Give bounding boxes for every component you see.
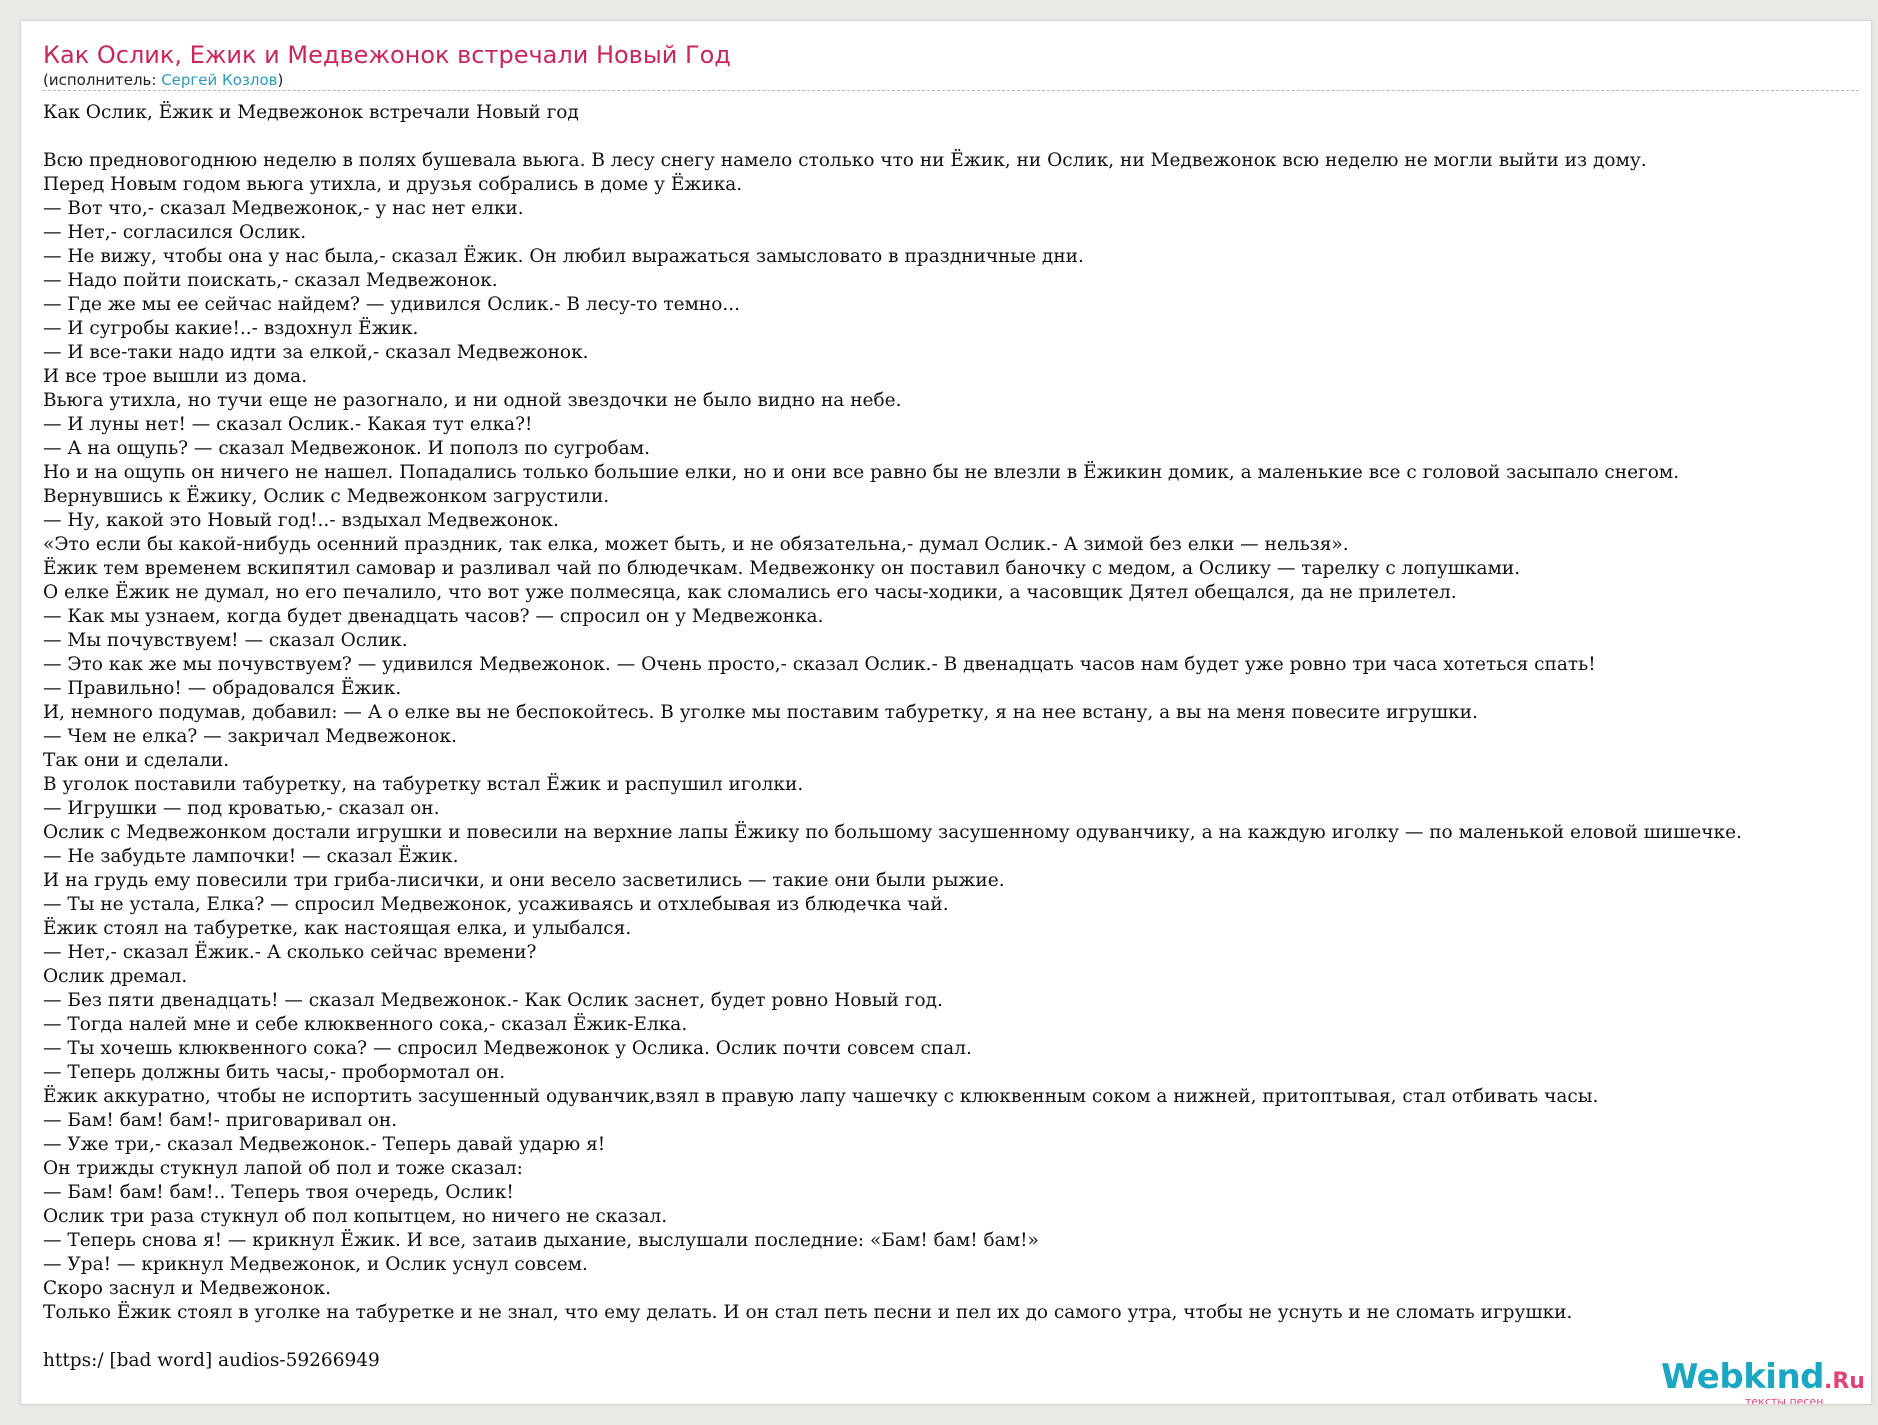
lyric-line: — Правильно! — обрадовался Ёжик. <box>43 678 402 699</box>
lyric-line: — Мы почувствуем! — сказал Ослик. <box>43 630 408 651</box>
logo-tagline: тексты песен <box>1745 1395 1824 1405</box>
lyric-line: — Нет,- сказал Ёжик.- А сколько сейчас времени? <box>43 942 537 963</box>
logo-domain: .Ru <box>1824 1369 1865 1394</box>
lyric-line: И все трое вышли из дома. <box>43 366 308 387</box>
performer-prefix: (исполнитель: <box>43 71 162 89</box>
lyric-line: Ослик с Медвежонком достали игрушки и повесили на верхние лапы Ёжику по большому засушенному одуванчику, а на каждую иголку — по маленькой еловой шишечке. <box>43 822 1742 843</box>
lyric-line: — Не забудьте лампочки! — сказал Ёжик. <box>43 846 459 867</box>
lyric-line: — Теперь снова я! — крикнул Ёжик. И все, затаив дыхание, выслушали последние: «Бам! бам! бам!» <box>43 1230 1039 1251</box>
lyric-line: — Надо пойти поискать,- сказал Медвежонок. <box>43 270 498 291</box>
lyric-line: — Ну, какой это Новый год!..- вздыхал Медвежонок. <box>43 510 559 531</box>
lyric-line: https:/ [bad word] audios-59266949 <box>43 1350 380 1371</box>
lyric-line: Перед Новым годом вьюга утихла, и друзья собрались в доме у Ёжика. <box>43 174 743 195</box>
lyrics-text <box>43 101 1871 1373</box>
lyric-line: Ёжик тем временем вскипятил самовар и разливал чай по блюдечкам. Медвежонку он поставил баночку с медом, а Ослику — тарелку с лопушками. <box>43 558 1521 579</box>
performer-line <box>43 71 283 89</box>
lyric-line: Вьюга утихла, но тучи еще не разогнало, и ни одной звездочки не было видно на небе. <box>43 390 902 411</box>
lyric-line: Как Ослик, Ёжик и Медвежонок встречали Новый год <box>43 102 579 123</box>
lyric-line: О елке Ёжик не думал, но его печалило, что вот уже полмесяца, как сломались его часы-ходики, а часовщик Дятел обещался, да не прилетел. <box>43 582 1457 603</box>
performer-link[interactable]: Сергей Козлов <box>161 71 278 89</box>
logo-wordmark: Webkind <box>1661 1357 1824 1397</box>
lyric-line: — Не вижу, чтобы она у нас была,- сказал Ёжик. Он любил выражаться замысловато в праздничные дни. <box>43 246 1084 267</box>
lyric-line: — Нет,- согласился Ослик. <box>43 222 307 243</box>
performer-suffix: ) <box>277 71 284 89</box>
lyric-line: — Тогда налей мне и себе клюквенного сока,- сказал Ёжик-Елка. <box>43 1014 688 1035</box>
lyric-line: — Бам! бам! бам!- приговаривал он. <box>43 1110 398 1131</box>
lyric-line: — Ты не устала, Елка? — спросил Медвежонок, усаживаясь и отхлебывая из блюдечка чай. <box>43 894 949 915</box>
lyric-line: И на грудь ему повесили три гриба-лисички, и они весело засветились — такие они были рыжие. <box>43 870 1005 891</box>
page-container <box>20 20 1872 1405</box>
lyric-line: — А на ощупь? — сказал Медвежонок. И пополз по сугробам. <box>43 438 650 459</box>
lyric-line: Он трижды стукнул лапой об пол и тоже сказал: <box>43 1158 523 1179</box>
lyric-line: Ёжик стоял на табуретке, как настоящая елка, и улыбался. <box>43 918 632 939</box>
lyric-line: — И все-таки надо идти за елкой,- сказал Медвежонок. <box>43 342 589 363</box>
lyric-line: Только Ёжик стоял в уголке на табуретке и не знал, что ему делать. И он стал петь песни и пел их до самого утра, чтобы не уснуть и не сломать игрушки. <box>43 1302 1573 1323</box>
lyric-line: Ослик дремал. <box>43 966 188 987</box>
lyric-line: — Бам! бам! бам!.. Теперь твоя очередь, Ослик! <box>43 1182 514 1203</box>
lyric-line: — Теперь должны бить часы,- пробормотал он. <box>43 1062 506 1083</box>
page-title: Как Ослик, Ежик и Медвежонок встречали Новый Год <box>43 41 731 69</box>
lyric-line: — И луны нет! — сказал Ослик.- Какая тут елка?! <box>43 414 533 435</box>
lyric-line: — Как мы узнаем, когда будет двенадцать часов? — спросил он у Медвежонка. <box>43 606 824 627</box>
lyric-line: Всю предновогоднюю неделю в полях бушевала вьюга. В лесу снегу намело столько что ни Ёжик, ни Ослик, ни Медвежонок всю неделю не могли выйти из дому. <box>43 150 1647 171</box>
lyric-line: — Вот что,- сказал Медвежонок,- у нас нет елки. <box>43 198 524 219</box>
lyric-line: Ослик три раза стукнул об пол копытцем, но ничего не сказал. <box>43 1206 668 1227</box>
lyric-line: — Чем не елка? — закричал Медвежонок. <box>43 726 457 747</box>
blank-line <box>43 125 1871 149</box>
lyric-line: — И сугробы какие!..- вздохнул Ёжик. <box>43 318 419 339</box>
lyric-line: Ёжик аккуратно, чтобы не испортить засушенный одуванчик,взял в правую лапу чашечку с клюквенным соком а нижней, притоптывая, стал отбивать часы. <box>43 1086 1599 1107</box>
lyric-line: И, немного подумав, добавил: — А о елке вы не беспокойтесь. В уголке мы поставим табуретку, я на нее встану, а вы на меня повесите игрушки. <box>43 702 1478 723</box>
lyric-line: Так они и сделали. <box>43 750 230 771</box>
lyric-line: Вернувшись к Ёжику, Ослик с Медвежонком загрустили. <box>43 486 610 507</box>
lyric-line: — Где же мы ее сейчас найдем? — удивился Ослик.- В лесу-то темно... <box>43 294 741 315</box>
lyric-line: — Игрушки — под кроватью,- сказал он. <box>43 798 440 819</box>
lyric-line: — Это как же мы почувствуем? — удивился Медвежонок. — Очень просто,- сказал Ослик.- В двенадцать часов нам будет уже ровно три часа хотеться спать! <box>43 654 1596 675</box>
lyric-line: Но и на ощупь он ничего не нашел. Попадались только большие елки, но и они все равно бы не влезли в Ёжикин домик, а маленькие все с головой засыпало снегом. <box>43 462 1680 483</box>
site-logo[interactable] <box>1661 1357 1865 1405</box>
lyric-line: Скоро заснул и Медвежонок. <box>43 1278 331 1299</box>
lyric-line: — Ура! — крикнул Медвежонок, и Ослик уснул совсем. <box>43 1254 588 1275</box>
title-divider <box>43 90 1859 91</box>
lyric-line: — Ты хочешь клюквенного сока? — спросил Медвежонок у Ослика. Ослик почти совсем спал. <box>43 1038 972 1059</box>
lyric-line: — Без пяти двенадцать! — сказал Медвежонок.- Как Ослик заснет, будет ровно Новый год. <box>43 990 943 1011</box>
lyric-line: «Это если бы какой-нибудь осенний праздник, так елка, может быть, и не обязательна,- думал Ослик.- А зимой без елки — нельзя». <box>43 534 1349 555</box>
lyric-line: — Уже три,- сказал Медвежонок.- Теперь давай ударю я! <box>43 1134 606 1155</box>
lyric-line: В уголок поставили табуретку, на табуретку встал Ёжик и распушил иголки. <box>43 774 804 795</box>
blank-line <box>43 1325 1871 1349</box>
